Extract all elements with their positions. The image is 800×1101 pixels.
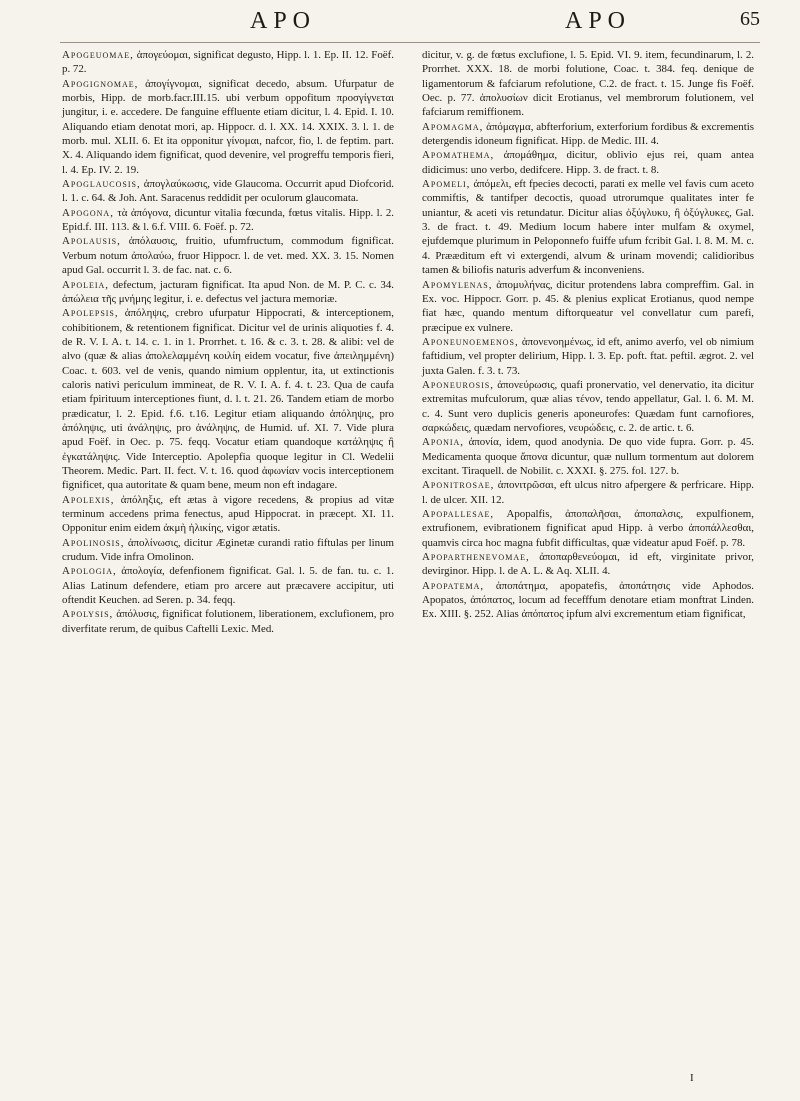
dictionary-entry	[62, 234, 394, 277]
entry-lemma: Apomathema,	[422, 149, 495, 162]
entry-body: ἀπόλυσις, fignificat folutionem, liberationem, exclufionem, pro diverfitate rerum, de quibus Caftelli Lexic. Med.	[62, 608, 394, 635]
entry-body: ἀποπάτημα, apopatefis, ἀποπάτησις vide Aphodos. Apopatos, ἀπόπατος, locum ad fecefffum denotare etiam monftrat Linden. Ex. XIII. §. 252. Alias ἀπόπατος ipfum alvi excrementum etiam fignificat,	[422, 579, 754, 621]
entry-body: ἀπόμαγμα, abfterforium, exterforium fordibus & excrementis detergendis idoneum fignificat. Hipp. de Medic. III. 4.	[422, 120, 754, 148]
entry-lemma: Aponeurosis,	[422, 378, 494, 391]
dictionary-entry	[422, 507, 754, 550]
entry-body: ἀπομάθημα, dicitur, oblivio ejus rei, quam antea didicimus: uno verbo, dedifcere. Hipp. 3. de fract. t. 8.	[422, 149, 754, 176]
entry-lemma: Apogona,	[62, 206, 114, 219]
entry-lemma: Apomylenas,	[422, 278, 493, 291]
dictionary-entry	[62, 306, 394, 492]
entry-body: ἀποπαρθενεύομαι, id eft, virginitate privor, devirginor. Hipp. l. de A. L. & Aq. XLII. 4.	[422, 551, 754, 578]
dictionary-entry	[62, 206, 394, 235]
dictionary-entry	[62, 536, 394, 565]
entry-body: ἀπογλαύκωσις, vide Glaucoma. Occurrit apud Diofcorid. l. 1. c. 64. & Joh. Ant. Saracenus reddidit per oculorum glaucomata.	[62, 178, 394, 205]
entry-body: ἀπονενοημένως, id eft, animo averfo, vel ob nimium faftidium, vel propter delirium, Hipp. l. 3. Ep. poft. ftat. peftil. ægrot. 2. vel juxta Galen. f. 3. t. 73.	[422, 335, 754, 377]
dictionary-entry	[422, 478, 754, 507]
dictionary-entry	[62, 607, 394, 636]
dictionary-entry	[422, 378, 754, 435]
dictionary-entry	[422, 148, 754, 177]
entry-lemma: Apomagma,	[422, 120, 484, 133]
entry-lemma: Aponitrosae,	[422, 479, 495, 492]
entry-lemma: Apoleia,	[62, 278, 110, 291]
dictionary-entry	[422, 579, 754, 622]
entry-lemma: Apolysis,	[62, 608, 114, 621]
dictionary-entry	[62, 177, 394, 206]
dictionary-entry	[62, 564, 394, 607]
dictionary-entry	[422, 278, 754, 335]
right-column	[422, 48, 754, 622]
page-number: 65	[740, 8, 760, 30]
entry-body: dicitur, v. g. de fœtus exclufione, l. 5. Epid. VI. 9. item, fecundinarum, l. 2. Prorrhet. XXX. 18. de morbi folutione, Coac. t. 384. feq. denique de ligamentorum & fafciarum refolutione, C.2. de fract. t. 15. Junge fis Foëf. Oec. p. 77. ἀπολυσίων dicit Erotianus, vel membrorum folutionem, vel fafciarum remiffionem.	[422, 49, 754, 119]
entry-body: ἀπόληξις, eft ætas à vigore recedens, & propius ad vitæ terminum accedens prima fenectus, apud Hippocrat. in præcept. XI. 11. Opponitur enim eidem ἀκμὴ ἡλικίης, vigor ætatis.	[62, 493, 394, 535]
entry-body: τὰ ἀπόγονα, dicuntur vitalia fœcunda, fœtus vitalis. Hipp. l. 2. Epid.f. III. 113. & l. 6.f. VIII. 6. Foëf. p. 72.	[62, 206, 394, 234]
entry-body: ἀπονιτρῶσαι, eft ulcus nitro afpergere & perfricare. Hipp. l. de ulcer. XII. 12.	[422, 479, 754, 506]
dictionary-entry	[422, 120, 754, 149]
dictionary-entry	[62, 278, 394, 307]
entry-body: ἀπογεύομαι, significat degusto, Hipp. l. 1. Ep. II. 12. Foëf. p. 72.	[62, 49, 394, 76]
dictionary-entry	[422, 48, 754, 120]
entry-body: ἀπομυλήνας, dicitur protendens labra compreffim. Gal. in Ex. voc. Hippocr. Gorr. p. 45. & plenius explicat Erotianus, quod nempe fiat hæc, quando mentum diftorqueatur vel convellatur cum parefi, præcipue ex vulnere.	[422, 278, 754, 334]
entry-body: Apopalfis, ἀποπαλῆσαι, ἀποπαλσις, expulfionem, extrufionem, evibrationem fignificat apud Hipp. à verbo ἀποπάλλεσθαι, quamvis circa hoc magna fubfit difficultas, quæ videatur apud Foëf. p. 78.	[422, 508, 754, 549]
running-head-right: APO	[565, 8, 632, 34]
entry-lemma: Apopatema,	[422, 579, 485, 592]
entry-lemma: Apopallesae,	[422, 508, 495, 520]
dictionary-entry	[422, 435, 754, 478]
dictionary-entry	[422, 335, 754, 378]
running-head	[60, 8, 760, 38]
entry-lemma: Apolexis,	[62, 493, 115, 506]
entry-body: ἀπόμελι, eft fpecies decocti, parati ex melle vel favis cum aceto commiftis, & tantifper decoctis, quoad utrorumque qualitates inter fe uniantur, & aceti vis retundatur. Dicitur alias ὀξύγλυκυ, ἢ ὀξύγλυκες, Gal. 3. de fract. t. 49. Medium locum habere inter mulfam & oxymel, ejufdemque plurimum in Peloponnefo fuiffe ufum fcribit Gal. l. 8. M. M. c. 4. Prææditum eft vi extergendi, alvum & urinam movendi; calidioribus tamen & biliofis naturis adverfum & inconveniens.	[422, 178, 754, 277]
entry-body: ἀπονία, idem, quod anodynia. De quo vide fupra. Gorr. p. 45. Medicamenta quoque ἄπονα dicuntur, quæ nullum tormentum aut dolorem excitant. Tiraquell. de Nobilit. c. XXXI. §. 275. fol. 127. b.	[422, 436, 754, 477]
entry-body: ἀπονεύρωσις, quafi pronervatio, vel denervatio, ita dicitur extremitas mufculorum, quæ alias τένον, tendo appellatur, Gal. l. 6. M. M. c. 4. Sunt vero duplicis generis aponeurofes: Quædam funt carnofiores, σαρκώδεις, quædam nervofiores, νευρώδεις, c. 2. de artic. t. 6.	[422, 378, 754, 434]
dictionary-entry	[62, 77, 394, 177]
entry-lemma: Apologia,	[62, 565, 117, 578]
dictionary-entry	[62, 48, 394, 77]
header-rule	[60, 42, 760, 43]
entry-lemma: Apoglaucosis,	[62, 178, 141, 191]
entry-lemma: Aponeunoemenos,	[422, 335, 519, 348]
entry-lemma: Apoparthenevomae,	[422, 551, 530, 564]
entry-lemma: Apogeuomae,	[62, 49, 134, 61]
entry-lemma: Apolinosis,	[62, 536, 125, 549]
running-head-left: APO	[250, 8, 317, 34]
entry-lemma: Aponia,	[422, 436, 465, 449]
entry-lemma: Apolepsis,	[62, 307, 119, 320]
entry-body: defectum, jacturam fignificat. Ita apud Non. de M. P. C. c. 34. ἀπώλεια τῆς μνήμης legitur, i. e. defectus vel jactura memoriæ.	[62, 278, 394, 305]
entry-lemma: Apolausis,	[62, 235, 121, 248]
entry-body: ἀπολογία, defenfionem fignificat. Gal. l. 5. de fan. tu. c. 1. Alias Latinum defendere, etiam pro arcere aut præcavere accipitur, uti oftendit Keuchen. ad Seren. p. 34. feqq.	[62, 565, 394, 607]
entry-body: ἀπολίνωσις, dicitur Æginetæ curandi ratio fiftulas per linum crudum. Vide infra Omolinon.	[62, 536, 394, 564]
entry-lemma: Apogignomae,	[62, 77, 139, 90]
entry-body: ἀπόλαυσις, fruitio, ufumfructum, commodum fignificat. Verbum notum ἀπολαύω, fruor Hippocr. l. de vet. med. XX. 3. 15. Nomen apud Gal. occurrit l. 3. de fac. nat. c. 6.	[62, 235, 394, 277]
entry-lemma: Apomeli,	[422, 178, 471, 191]
left-column	[62, 48, 394, 636]
signature-mark: I	[690, 1072, 694, 1084]
entry-body: ἀπόληψις, crebro ufurpatur Hippocrati, & interceptionem, cohibitionem, & retentionem fignificat. Dicitur vel de urinis aliquoties f. 4. de R. V. I. A. t. 14. c. 1. in 1. Prorrhet. t. 16. & c. 3. t. 28. & alibi: vel de alvo (quæ & alias ἀπολελαμμένη κοιλίη eidem vocatur, five ἀπειλημμένη) Coac. t. 603. vel de venis, quando nimium opplentur, ita, ut extinctionis caloris nativi periculum immineat, de R. V. I. A. f. 4. t. 23. Qua de caufa etiam fpirituum interceptiones fiunt, d. l. t. 21. 26. Tandem etiam de morbo prædicatur, l. 2. Epid. f.6. t.16. Legitur etiam aliquando ἀπόληψις, pro ἀπόληψις, uti ἀνάληψις, pro ἀνάληψις, de Humid. uf. XI. 7. Vide plura apud Foëf. in Oec. p. 75. feqq. Vocatur etiam quandoque κατάληψις ἢ ἐγκατάληψις. Vide Interceptio. Apolepfia quoque legitur in Cl. Wedelii Theorem. Medic. Part. II. fect. V. t. 16. quod ἀφωνίαν vocis interceptionem fignificet, qua autoritate & quam bene, meum non eft indagare.	[62, 307, 394, 492]
dictionary-entry	[422, 550, 754, 579]
entry-body: ἀπογίγνομαι, significat decedo, absum. Ufurpatur de morbis, Hipp. de morb.facr.III.15. ubi verbum oppofitum προσγίγνεται jungitur, i. e. accedere. De fanguine effluente etiam dicitur, l. 4. Epid. I. 10. Aliquando etiam denotat mori, ap. Hippocr. d. l. XX. 14. XXIX. 3. l. 1. de morb. mul. XLII. 6. Et ita opponitur γίνομαι, nafcor, fio, l. de feptim. part. X. 4. Aliquando idem fignificat, quod devenire, vel progreffu temporis fieri, l. 4. Ep. IV. 2. 19.	[62, 77, 394, 176]
dictionary-entry	[62, 493, 394, 536]
dictionary-entry	[422, 177, 754, 277]
